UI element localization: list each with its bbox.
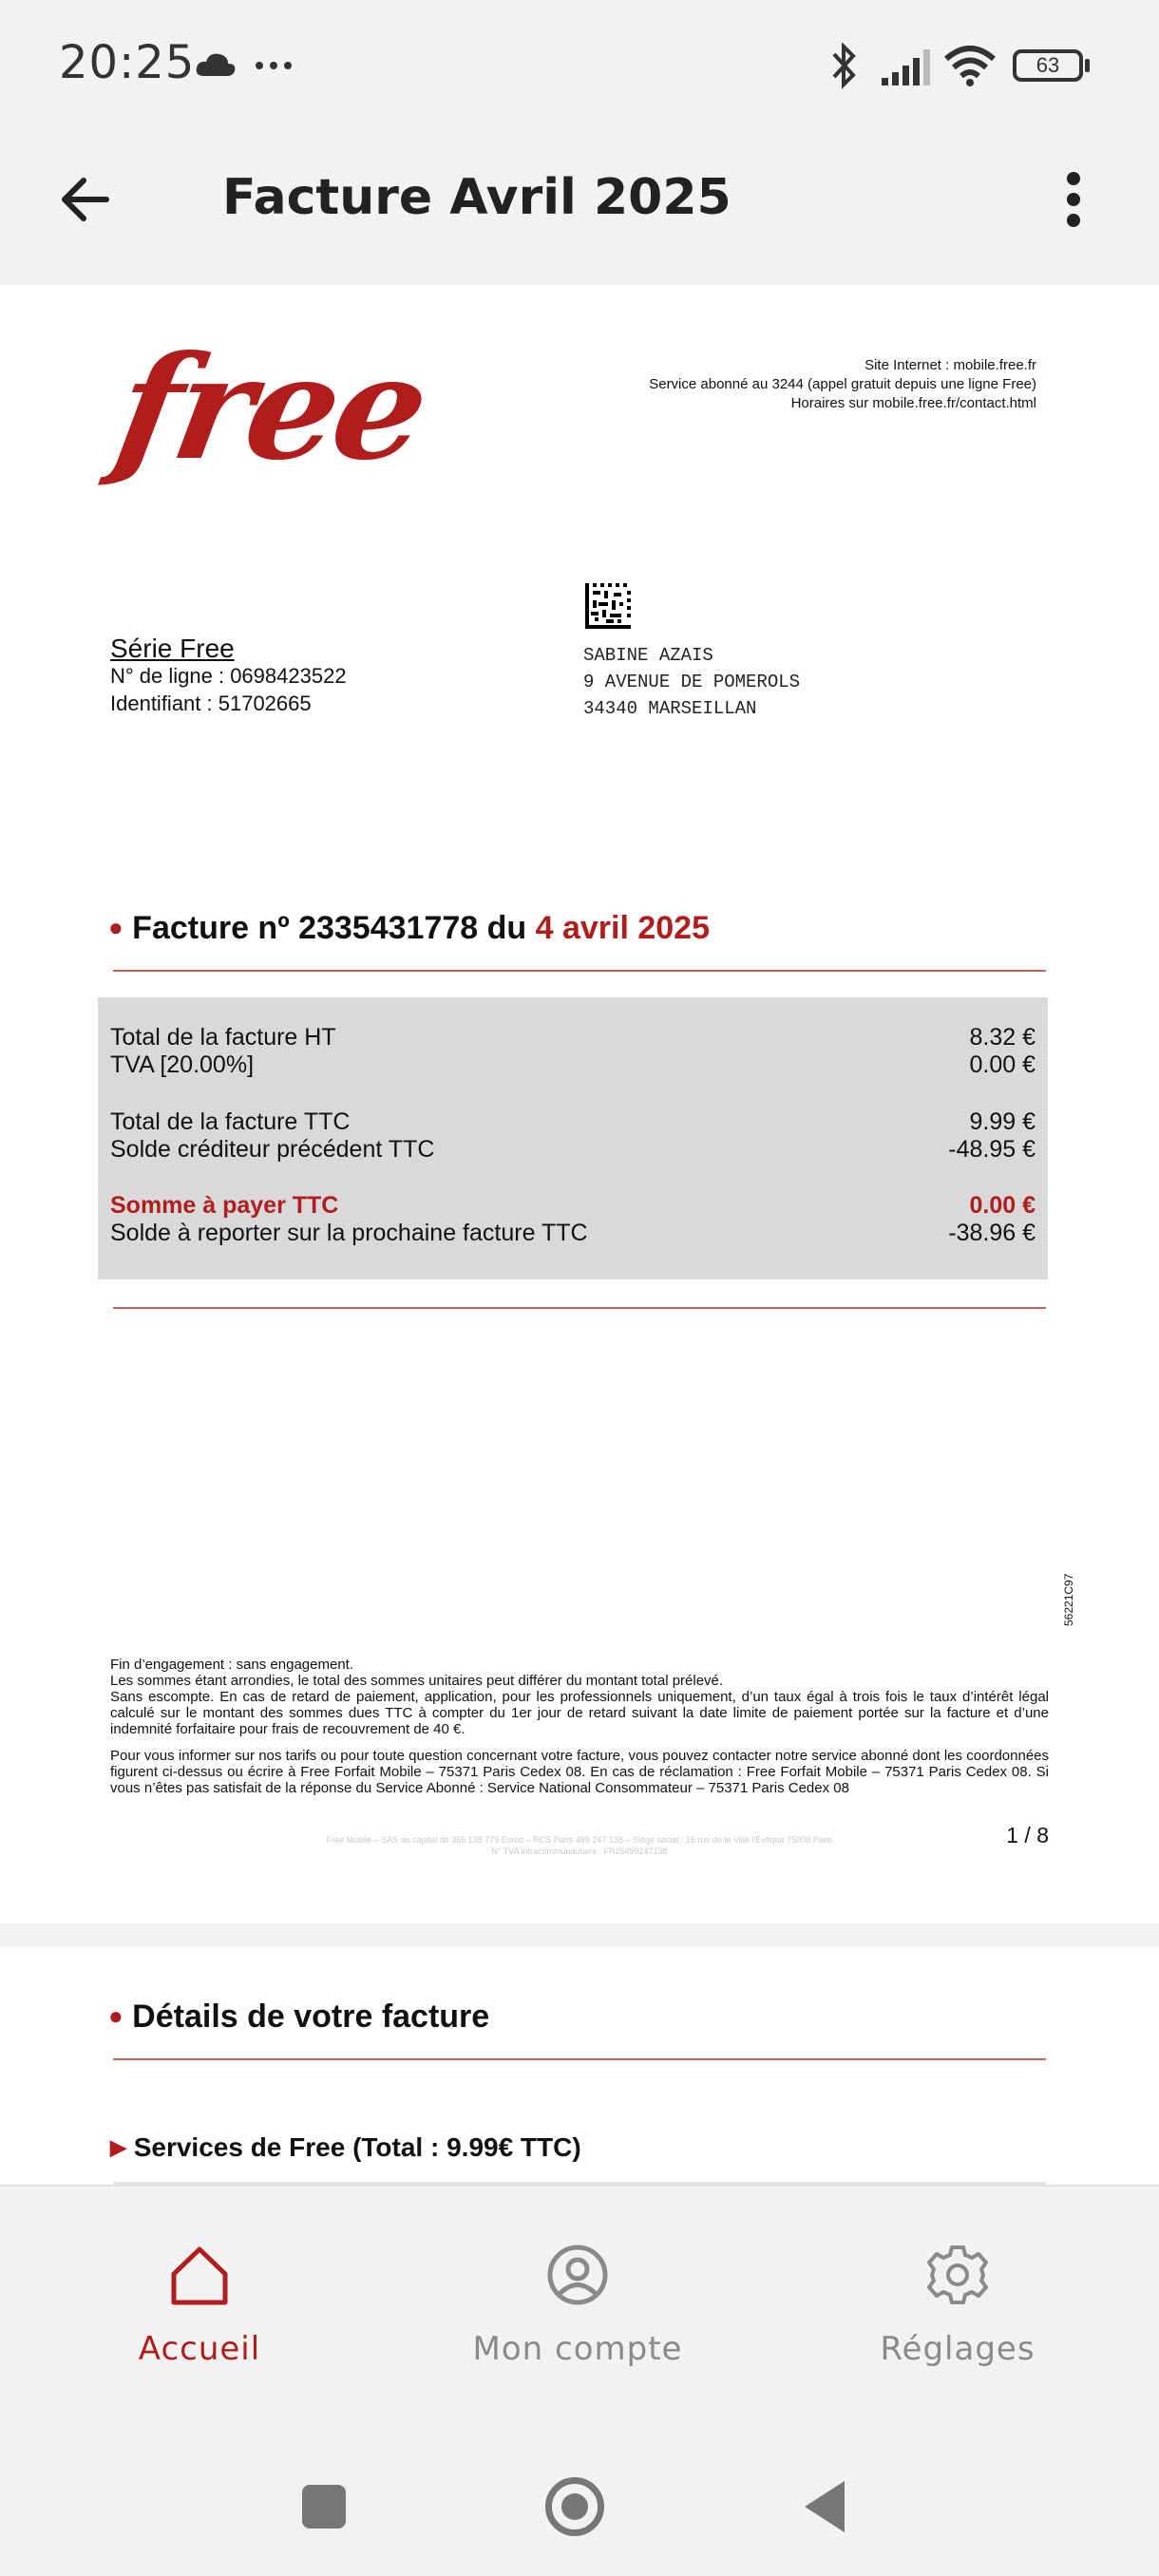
row-label: TVA [20.00%] xyxy=(110,1051,255,1078)
gear-icon xyxy=(926,2244,989,2306)
details-heading-text: Détails de votre facture xyxy=(132,1998,490,2035)
row-value: -38.96 € xyxy=(948,1220,1036,1246)
bluetooth-icon xyxy=(823,43,864,90)
recipient-address xyxy=(583,642,800,722)
summary-row xyxy=(110,1108,1036,1136)
footer-terms: Fin d’engagement : sans engagement. Les sommes étant arrondies, le total des sommes unitaires peut différer du montant total prélevé. Sans escompte. En cas de retard de paiement, application, pour les professionnels uniquement, d’un taux égal à trois fois le taux d’intérêt légal calculé sur le montant des sommes dues TTC à compter du 1er jour de retard suivant la date limite de paiement portée sur la facture et d’une indemnité forfaitaire pour frais de recouvrement de 40 €. xyxy=(110,1657,1049,1737)
row-label: Somme à payer TTC xyxy=(110,1192,339,1219)
back-button[interactable] xyxy=(803,2479,846,2534)
nav-item-mon-compte[interactable] xyxy=(435,2244,720,2368)
summary-row xyxy=(110,1051,1036,1079)
divider xyxy=(113,970,1046,972)
nav-label: Accueil xyxy=(138,2330,261,2368)
divider xyxy=(113,1307,1046,1309)
footer-contact: Pour vous informer sur nos tarifs ou pour toute question concernant votre facture, vous pouvez contacter notre service abonné dont les coordonnées figurent ci-dessus ou écrire à Free Forfait Mobile – 75371 Paris Cedex 08. En cas de réclamation : Free Forfait Mobile – 75371 Paris Cedex 08. Si vous n’êtes pas satisfait de la réponse du Service Abonné : Service National Consommateur – 75371 Paris Cedex 08 xyxy=(110,1748,1049,1796)
recents-button[interactable] xyxy=(302,2485,346,2529)
legal-line: N° TVA intracommunautaire : FR25499247138 xyxy=(491,1847,668,1856)
details-heading xyxy=(108,1998,489,2036)
legal-notice xyxy=(228,1834,931,1857)
line-number: N° de ligne : 0698423522 xyxy=(110,664,347,688)
invoice-summary xyxy=(98,997,1048,1279)
bullet-icon: ● xyxy=(108,2001,124,2030)
home-button-dot xyxy=(561,2493,588,2520)
nav-label: Mon compte xyxy=(472,2330,683,2368)
legal-line: Free Mobile – SAS au capital de 365 138 779 Euros – RCS Paris 499 247 138 – Siège social : 16 rue de la Ville l’Évêque 75008 Paris xyxy=(326,1835,833,1845)
recipient-name: SABINE AZAIS xyxy=(583,645,713,666)
status-bar xyxy=(0,0,1159,133)
battery-tip xyxy=(1085,59,1090,72)
battery-icon xyxy=(1013,49,1083,82)
row-value: 8.32 € xyxy=(969,1024,1036,1051)
contact-line: Service abonné au 3244 (appel gratuit depuis une ligne Free) xyxy=(649,376,1036,392)
divider xyxy=(113,2058,1046,2060)
nav-item-accueil[interactable] xyxy=(57,2244,342,2368)
system-navigation xyxy=(0,2422,1159,2576)
back-arrow-icon[interactable] xyxy=(57,171,114,228)
services-heading-text: Services de Free (Total : 9.99€ TTC) xyxy=(133,2132,581,2162)
identifier: Identifiant : 51702665 xyxy=(110,691,312,715)
cloud-icon xyxy=(195,49,237,78)
row-value: 0.00 € xyxy=(969,1051,1036,1078)
invoice-page-1 xyxy=(0,285,1159,1923)
bottom-navigation xyxy=(0,2185,1159,2424)
battery-level: 63 xyxy=(1036,53,1060,77)
summary-row xyxy=(110,1136,1036,1164)
triangle-bullet-icon: ▶ xyxy=(110,2135,126,2159)
plan-name: Série Free xyxy=(110,634,235,663)
amount-due-row xyxy=(110,1192,1036,1220)
page-title: Facture Avril 2025 xyxy=(222,169,732,226)
overflow-menu-icon[interactable] xyxy=(1054,169,1092,230)
row-value: 0.00 € xyxy=(969,1192,1036,1219)
account-icon xyxy=(546,2244,609,2306)
invoice-number: Facture nº 2335431778 du xyxy=(132,910,536,946)
summary-row xyxy=(110,1220,1036,1247)
summary-row xyxy=(110,1024,1036,1051)
status-time: 20:25 xyxy=(59,36,196,89)
signal-icon xyxy=(880,46,933,87)
subscriber-info xyxy=(110,635,347,717)
row-label: Solde à reporter sur la prochaine facture TTC xyxy=(110,1220,588,1246)
contact-info xyxy=(649,356,1036,413)
contact-line: Site Internet : mobile.free.fr xyxy=(864,357,1036,373)
home-icon xyxy=(168,2244,231,2306)
free-logo: free xyxy=(104,325,437,492)
side-code: 56221C97 xyxy=(1062,1573,1075,1626)
wifi-icon xyxy=(942,44,998,87)
row-label: Total de la facture HT xyxy=(110,1024,336,1051)
contact-line: Horaires sur mobile.free.fr/contact.html xyxy=(790,395,1036,411)
row-label: Total de la facture TTC xyxy=(110,1108,351,1135)
page-indicator: 1 / 8 xyxy=(1006,1823,1049,1847)
nav-label: Réglages xyxy=(880,2330,1036,2368)
services-heading xyxy=(110,2132,581,2163)
app-bar xyxy=(0,133,1159,285)
invoice-page-2 xyxy=(0,1947,1159,2185)
more-notifications-icon xyxy=(255,61,293,70)
datamatrix-icon xyxy=(585,583,631,629)
row-value: -48.95 € xyxy=(948,1136,1036,1163)
row-value: 9.99 € xyxy=(969,1108,1036,1135)
recipient-street: 9 AVENUE DE POMEROLS xyxy=(583,672,801,692)
invoice-heading xyxy=(108,910,710,947)
bullet-icon: ● xyxy=(108,913,124,941)
recipient-city: 34340 MARSEILLAN xyxy=(583,698,757,719)
home-button[interactable] xyxy=(545,2477,604,2536)
invoice-date: 4 avril 2025 xyxy=(535,910,710,946)
row-label: Solde créditeur précédent TTC xyxy=(110,1136,435,1163)
nav-item-reglages[interactable] xyxy=(815,2244,1100,2368)
